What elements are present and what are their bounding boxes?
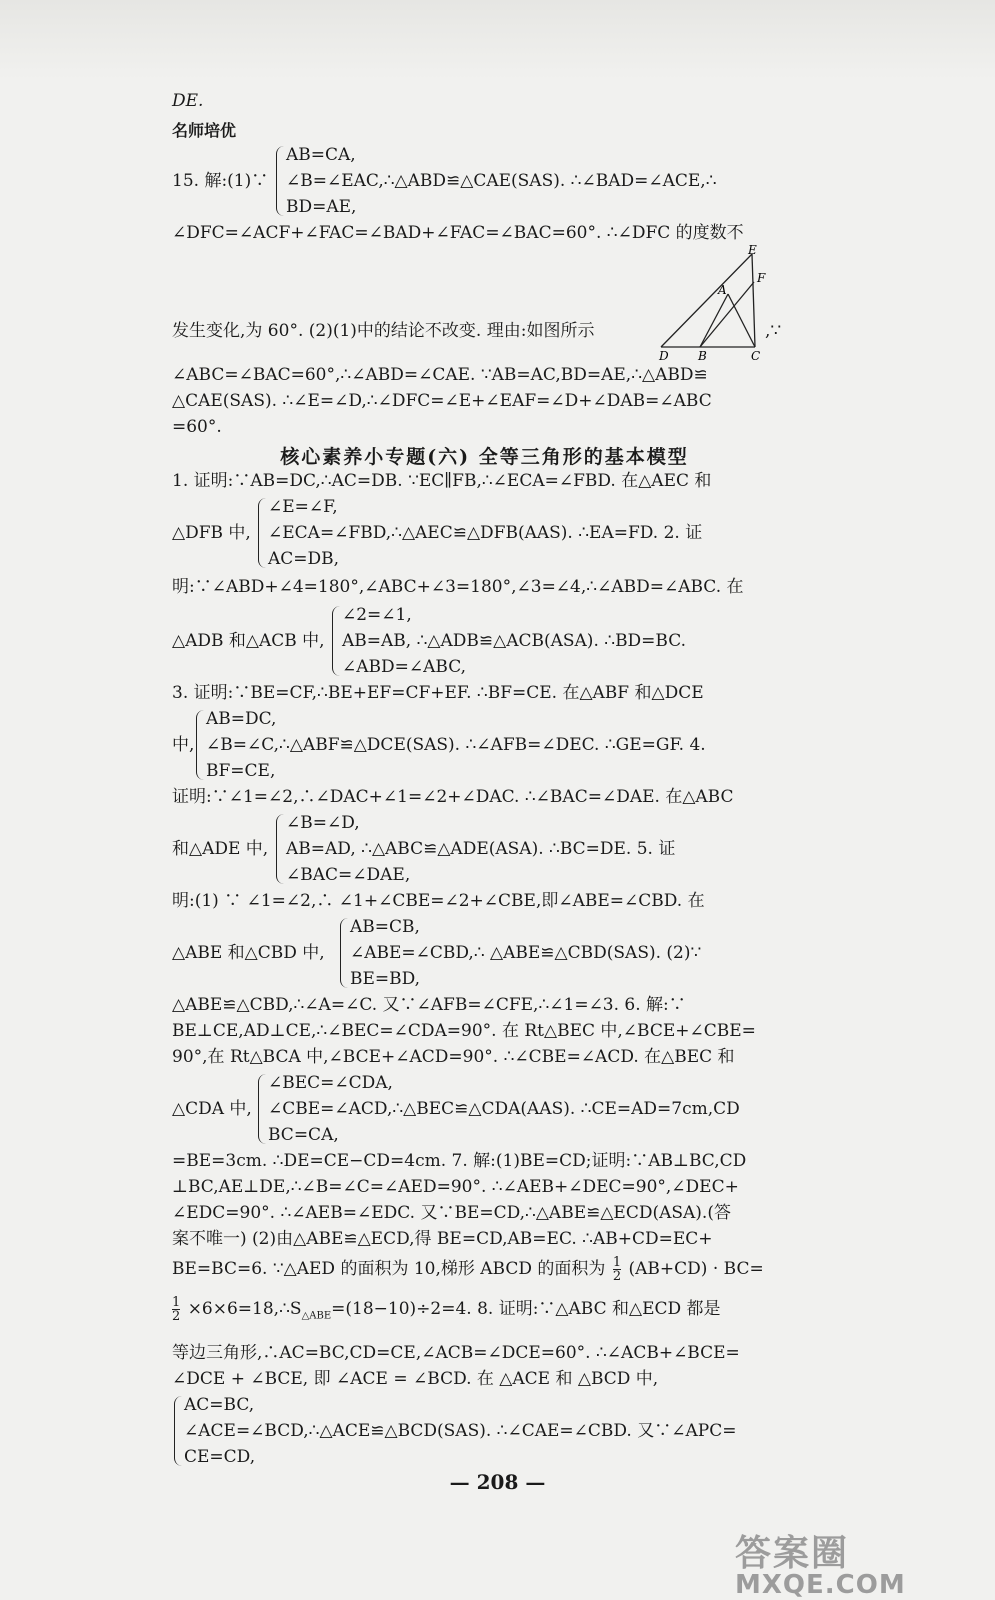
system-prefix: △DFB 中, [172,523,251,543]
text-fragment: =(18−10)÷2=4. 8. 证明:∵△ABC 和△ECD 都是 [331,1299,721,1319]
system-line: AB=DC, [206,709,277,729]
text-line: 发生变化,为 60°. (2)(1)中的结论不改变. 理由:如图所示 [172,321,595,341]
text-line: =BE=3cm. ∴DE=CE−CD=4cm. 7. 解:(1)BE=CD;证明:∵AB⊥BC,CD [172,1151,747,1171]
fraction-numerator: 1 [612,1255,622,1270]
text-line: 3. 证明:∵BE=CF,∴BE+EF=CF+EF. ∴BF=CE. 在△ABF 和△DCE [172,683,704,703]
text-fragment: ×6×6=18,∴S [187,1299,302,1319]
system-line: ∠B=∠EAC,∴△ABD≌△CAE(SAS). ∴∠BAD=∠ACE,∴ [286,171,717,191]
page-number: — 208 — [449,1470,546,1494]
text-line: △CAE(SAS). ∴∠E=∠D,∴∠DFC=∠E+∠EAF=∠D+∠DAB=∠ABC [172,391,712,411]
brace [332,606,341,676]
text-line: △ABE≌△CBD,∴∠A=∠C. 又∵∠AFB=∠CFE,∴∠1=∠3. 6. 解:∵ [172,995,686,1015]
p6-system [172,1070,797,1148]
system-line: ∠B=∠C,∴△ABF≌△DCE(SAS). ∴∠AFB=∠DEC. ∴GE=GF. 4. [206,735,706,755]
system-line: ∠B=∠D, [286,813,360,833]
q15-prefix: 15. 解:(1)∵ [172,171,269,191]
fraction-numerator: 1 [172,1295,181,1310]
watermark-en: MXQE.COM [735,1570,906,1600]
p1-system [172,494,797,572]
p3-system [172,706,797,784]
figure-label: F [757,271,766,285]
system-line: ∠E=∠F, [268,497,338,517]
system-line: ∠ABD=∠ABC, [342,657,467,677]
fraction [172,1296,180,1323]
text-fragment: BE=BC=6. ∵△AED 的面积为 10,梯形 ABCD 的面积为 [172,1259,606,1279]
system-line: AB=CB, [350,917,420,937]
system-line: ∠ACE=∠BCD,∴△ACE≌△BCD(SAS). ∴∠CAE=∠CBD. 又∵∠APC= [184,1421,737,1441]
system-line: BE=BD, [350,969,421,989]
brace [276,814,285,884]
system-line: ∠CBE=∠ACD,∴△BEC≌△CDA(AAS). ∴CE=AD=7cm,CD [268,1099,740,1119]
system-line: BF=CE, [206,761,276,781]
system-prefix: 和△ADE 中, [172,839,269,859]
system-line: ∠ECA=∠FBD,∴△AEC≌△DFB(AAS). ∴EA=FD. 2. 证 [268,523,703,543]
brace [258,498,267,568]
system-line: CE=CD, [184,1447,256,1467]
text-line: =60°. [172,417,222,437]
text-line: 1. 证明:∵AB=DC,∴AC=DB. ∵EC∥FB,∴∠ECA=∠FBD. 在△AEC 和 [172,471,712,491]
text-line: ⊥BC,AE⊥DE,∴∠B=∠C=∠AED=90°. ∴∠AEB+∠DEC=90°,∠DEC+ [172,1177,739,1197]
system-line: AC=DB, [268,549,340,569]
system-line: ∠2=∠1, [342,605,412,625]
brace [196,710,205,780]
text-line: 明:(1) ∵ ∠1=∠2,∴ ∠1+∠CBE=∠2+∠CBE,即∠ABE=∠CBD. 在 [172,891,705,911]
system-line: ∠BAC=∠DAE, [286,865,411,885]
system-line: AB=CA, [286,145,356,165]
subscript: △ABE [301,1310,332,1322]
figure-label: D [659,349,669,362]
section-label: 名师培优 [172,121,237,140]
figure-label: B [698,349,707,362]
text-line: 90°,在 Rt△BCA 中,∠BCE+∠ACD=90°. ∴∠CBE=∠ACD. 在△BEC 和 [172,1047,735,1067]
system-prefix: △ABE 和△CBD 中, [172,943,325,963]
p2-system [172,602,797,680]
text-fragment: (AB+CD) · BC= [628,1259,764,1279]
text-line: BE⊥CE,AD⊥CE,∴∠BEC=∠CDA=90°. 在 Rt△BEC 中,∠BCE+∠CBE= [172,1021,756,1041]
system-line: AB=AB, ∴△ADB≌△ACB(ASA). ∴BD=BC. [342,631,687,651]
system-line: AB=AD, ∴△ABC≌△ADE(ASA). ∴BC=DE. 5. 证 [286,839,676,859]
system-prefix: 中, [172,735,195,755]
brace [276,146,285,216]
figure-label: C [751,349,761,362]
system-line: AC=BC, [184,1395,255,1415]
text-line: 明:∵∠ABD+∠4=180°,∠ABC+∠3=180°,∠3=∠4,∴∠ABD=∠ABC. 在 [172,577,744,597]
system-prefix: △ADB 和△ACB 中, [172,631,325,651]
figure-label: E [748,243,757,257]
p5-system [172,914,797,992]
brace [174,1396,183,1466]
p8-system [172,1392,797,1470]
text-line: ∠ABC=∠BAC=60°,∴∠ABD=∠CAE. ∵AB=AC,BD=AE,∴△ABD≌ [172,365,708,385]
q15-system [172,142,797,220]
system-line: BC=CA, [268,1125,339,1145]
triangle-figure [655,242,770,362]
top-fragment: DE. [172,91,204,111]
system-line: ∠BEC=∠CDA, [268,1073,393,1093]
text-line [172,1296,797,1322]
text-line: 证明:∵∠1=∠2,∴∠DAC+∠1=∠2+∠DAC. ∴∠BAC=∠DAE. 在△ABC [172,787,734,807]
section-heading: 核心素养小专题(六) 全等三角形的基本模型 [280,446,689,468]
figure-label: A [718,283,727,297]
text-line: 案不唯一) (2)由△ABE≌△ECD,得 BE=CD,AB=EC. ∴AB+CD=EC+ [172,1229,713,1249]
system-prefix: △CDA 中, [172,1099,252,1119]
text-line: 等边三角形,∴AC=BC,CD=CE,∠ACB=∠DCE=60°. ∴∠ACB+∠BCE= [172,1343,740,1363]
watermark-cn: 答案圈 [735,1533,850,1574]
system-line: ∠ABE=∠CBD,∴ △ABE≌△CBD(SAS). (2)∵ [350,943,702,963]
text-line [172,1256,797,1282]
text-line: ∠DCE + ∠BCE, 即 ∠ACE = ∠BCD. 在 △ACE 和 △BCD 中, [172,1369,659,1389]
p4-system [172,810,797,888]
text-line: ,∵ [765,321,782,341]
watermark-logo [735,1525,965,1600]
brace [258,1074,267,1144]
brace [340,918,349,988]
fraction-denominator: 2 [612,1269,622,1284]
text-line: ∠DFC=∠ACF+∠FAC=∠BAD+∠FAC=∠BAC=60°. ∴∠DFC 的度数不 [172,223,744,243]
fraction-denominator: 2 [172,1309,181,1324]
fraction [613,1256,621,1283]
text-line: ∠EDC=90°. ∴∠AEB=∠EDC. 又∵BE=CD,∴△ABE≌△ECD(ASA).(答 [172,1203,731,1223]
scan-top-band [0,0,995,80]
system-line: BD=AE, [286,197,357,217]
